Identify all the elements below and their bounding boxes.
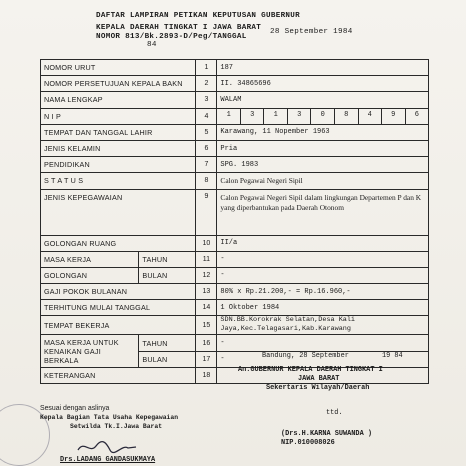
signature-place-date: Bandung, 28 September	[262, 352, 349, 360]
nip-digit: 3	[288, 109, 312, 124]
table-row	[41, 335, 429, 351]
row-value: 187	[217, 60, 429, 76]
table-row	[41, 60, 429, 76]
row-value: SPG. 1983	[217, 157, 429, 173]
table-row	[41, 284, 429, 300]
nip-cell	[217, 108, 429, 124]
signatory-nip: NIP.010008026	[281, 439, 335, 447]
table-row	[41, 316, 429, 335]
row-label: KETERANGAN	[41, 367, 196, 383]
header-decree-year: 84	[147, 41, 157, 49]
row-value: -	[217, 267, 429, 283]
signature-office-line2: JAWA BARAT	[298, 375, 340, 383]
row-label: N I P	[41, 108, 196, 124]
row-label: TEMPAT DAN TANGGAL LAHIR	[41, 124, 196, 140]
signature-year: 19 84	[382, 352, 403, 360]
signatory-name: (Drs.H.KARNA SUWANDA )	[281, 430, 372, 438]
table-row	[41, 300, 429, 316]
table-row	[41, 267, 429, 283]
row-number: 3	[196, 92, 217, 108]
row-value: II. 34865696	[217, 76, 429, 92]
signature-office-line1: An.GUBERNUR KEPALA DAERAH TINGKAT I	[238, 366, 383, 374]
row-value: Calon Pegawai Negeri Sipil dalam lingkungan Departemen P dan K yang diperbantukan pada Daerah Otonom	[217, 189, 429, 235]
row-label: GOLONGAN	[41, 267, 139, 283]
row-number: 17	[196, 351, 217, 367]
row-label: NOMOR URUT	[41, 60, 196, 76]
row-sublabel: BULAN	[139, 267, 196, 283]
nip-digit-boxes	[217, 109, 428, 124]
certify-line3: Setwilda Tk.I.Jawa Barat	[70, 423, 163, 430]
table-row	[41, 157, 429, 173]
row-value: -	[217, 251, 429, 267]
table-row	[41, 92, 429, 108]
row-number: 4	[196, 108, 217, 124]
row-label: JENIS KEPEGAWAIAN	[41, 189, 196, 235]
handwritten-signature	[76, 438, 138, 456]
row-value: -	[217, 335, 429, 351]
row-number: 15	[196, 316, 217, 335]
data-table	[40, 59, 429, 384]
row-number: 16	[196, 335, 217, 351]
row-label: PENDIDIKAN	[41, 157, 196, 173]
row-number: 14	[196, 300, 217, 316]
row-label: JENIS KELAMIN	[41, 140, 196, 156]
nip-digit: 6	[414, 110, 419, 119]
header-title-line1: DAFTAR LAMPIRAN PETIKAN KEPUTUSAN GUBERNUR	[96, 12, 300, 20]
row-number: 12	[196, 267, 217, 283]
header-title-line2: KEPALA DAERAH TINGKAT I JAWA BARAT	[96, 24, 262, 32]
nip-digit: 1	[264, 109, 288, 124]
row-number: 8	[196, 173, 217, 189]
row-value: II/a	[217, 235, 429, 251]
row-number: 1	[196, 60, 217, 76]
signature-office-line3: Sekertaris Wilayah/Daerah	[266, 384, 370, 392]
row-number: 9	[196, 189, 217, 235]
row-value: Calon Pegawai Negeri Sipil	[217, 173, 429, 189]
table-row	[41, 189, 429, 235]
nip-digit: 8	[335, 109, 359, 124]
row-number: 2	[196, 76, 217, 92]
row-number: 6	[196, 140, 217, 156]
row-label: MASA KERJA UNTUK KENAIKAN GAJI BERKALA	[41, 335, 139, 367]
row-label: MASA KERJA	[41, 251, 139, 267]
signature-ttd: ttd.	[326, 409, 343, 417]
row-value: Pria	[217, 140, 429, 156]
row-number: 10	[196, 235, 217, 251]
nip-digit: 9	[382, 109, 406, 124]
nip-digit: 3	[241, 109, 265, 124]
row-number: 5	[196, 124, 217, 140]
table-row	[41, 108, 429, 124]
certify-line1: Sesuai dengan aslinya	[40, 405, 110, 412]
row-label: TEMPAT BEKERJA	[41, 316, 196, 335]
row-sublabel: TAHUN	[139, 335, 196, 351]
row-sublabel: TAHUN	[139, 251, 196, 267]
row-label: TERHITUNG MULAI TANGGAL	[41, 300, 196, 316]
row-sublabel: BULAN	[139, 351, 196, 367]
row-value: 1 Oktober 1984	[217, 300, 429, 316]
certify-name: Drs.LADANG GANDASUKMAYA	[60, 456, 156, 464]
row-number: 11	[196, 251, 217, 267]
table-row	[41, 76, 429, 92]
table-row	[41, 140, 429, 156]
table-row	[41, 235, 429, 251]
row-value: Karawang, 11 Nopember 1963	[217, 124, 429, 140]
header-decree-number: NOMOR 813/Bk.2893-D/Peg/TANGGAL	[96, 33, 247, 41]
table-row	[41, 173, 429, 189]
row-label: S T A T U S	[41, 173, 196, 189]
table-row	[41, 124, 429, 140]
row-number: 13	[196, 284, 217, 300]
row-label: GOLONGAN RUANG	[41, 235, 196, 251]
row-value: SDN.BB.Korokrak Selatan,Desa Kali Jaya,Kec.Telagasari,Kab.Karawang	[217, 316, 429, 335]
row-number: 18	[196, 367, 217, 383]
nip-digit: 4	[359, 109, 383, 124]
header-decree-date: 28 September 1984	[270, 28, 353, 36]
nip-digit: 1	[217, 109, 241, 124]
row-label: GAJI POKOK BULANAN	[41, 284, 196, 300]
row-value: 80% x Rp.21.200,- = Rp.16.960,-	[217, 284, 429, 300]
table-row	[41, 251, 429, 267]
row-value: WALAM	[217, 92, 429, 108]
nip-digit: 0	[311, 109, 335, 124]
row-number: 7	[196, 157, 217, 173]
row-label: NOMOR PERSETUJUAN KEPALA BAKN	[41, 76, 196, 92]
row-label: NAMA LENGKAP	[41, 92, 196, 108]
certify-line2: Kepala Bagian Tata Usaha Kepegawaian	[40, 414, 179, 421]
row-value: -	[217, 351, 429, 367]
